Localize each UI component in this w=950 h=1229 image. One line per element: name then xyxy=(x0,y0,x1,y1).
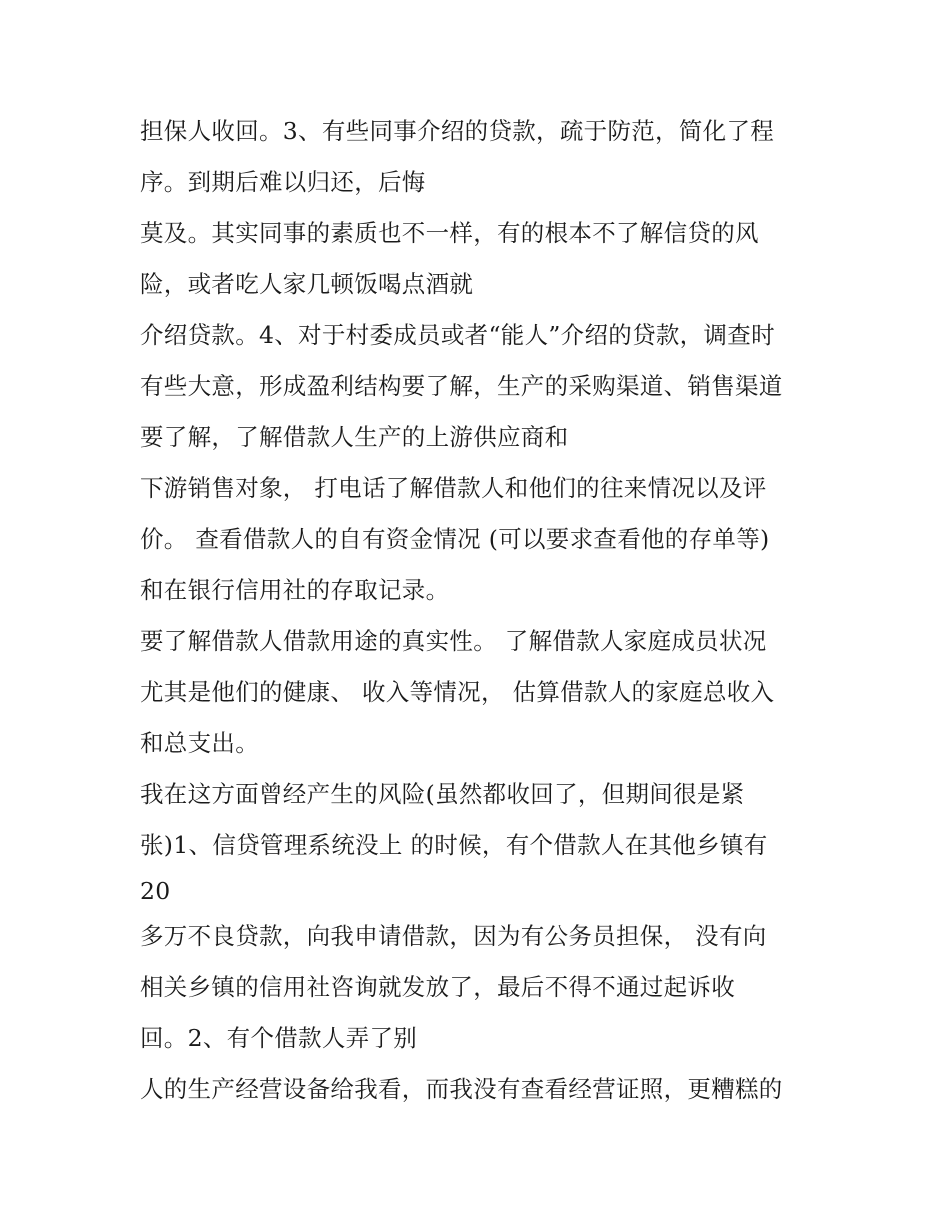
text-line: 担保人收回。3、有些同事介绍的贷款，疏于防范，简化了程 xyxy=(140,117,775,145)
text-line: 张)1、信贷管理系统没上 的时候，有个借款人在其他乡镇有 xyxy=(140,831,768,859)
text-line: 尤其是他们的健康、 收入等情况， 估算借款人的家庭总收入 xyxy=(140,678,775,706)
text-line: 序。到期后难以归还，后悔 xyxy=(140,168,426,196)
text-line: 回。2、有个借款人弄了别 xyxy=(140,1024,418,1052)
text-line: 多万不良贷款，向我申请借款，因为有公务员担保， 没有向 xyxy=(140,922,767,950)
text-line: 和总支出。 xyxy=(140,729,259,757)
text-line: 莫及。其实同事的素质也不一样，有的根本不了解信贷的风 xyxy=(140,219,759,247)
text-line: 要了解借款人借款用途的真实性。 了解借款人家庭成员状况 xyxy=(140,627,767,655)
text-line: 人的生产经营设备给我看，而我没有查看经营证照，更糟糕的 xyxy=(140,1075,783,1103)
text-line: 下游销售对象， 打电话了解借款人和他们的往来情况以及评 xyxy=(140,474,767,502)
text-line: 20 xyxy=(140,877,171,905)
text-line: 相关乡镇的信用社咨询就发放了，最后不得不通过起诉收 xyxy=(140,973,735,1001)
text-line: 和在银行信用社的存取记录。 xyxy=(140,576,450,604)
text-line: 价。 查看借款人的自有资金情况 (可以要求查看他的存单等) xyxy=(140,525,770,553)
text-line: 我在这方面曾经产生的风险(虽然都收回了，但期间很是紧 xyxy=(140,780,745,808)
document-body xyxy=(140,106,830,1115)
text-line: 有些大意，形成盈利结构要了解，生产的采购渠道、销售渠道 xyxy=(140,372,783,400)
text-line: 险，或者吃人家几顿饭喝点酒就 xyxy=(140,270,474,298)
text-line: 要了解，了解借款人生产的上游供应商和 xyxy=(140,423,569,451)
text-line: 介绍贷款。4、对于村委成员或者“能人”介绍的贷款，调查时 xyxy=(140,321,775,349)
